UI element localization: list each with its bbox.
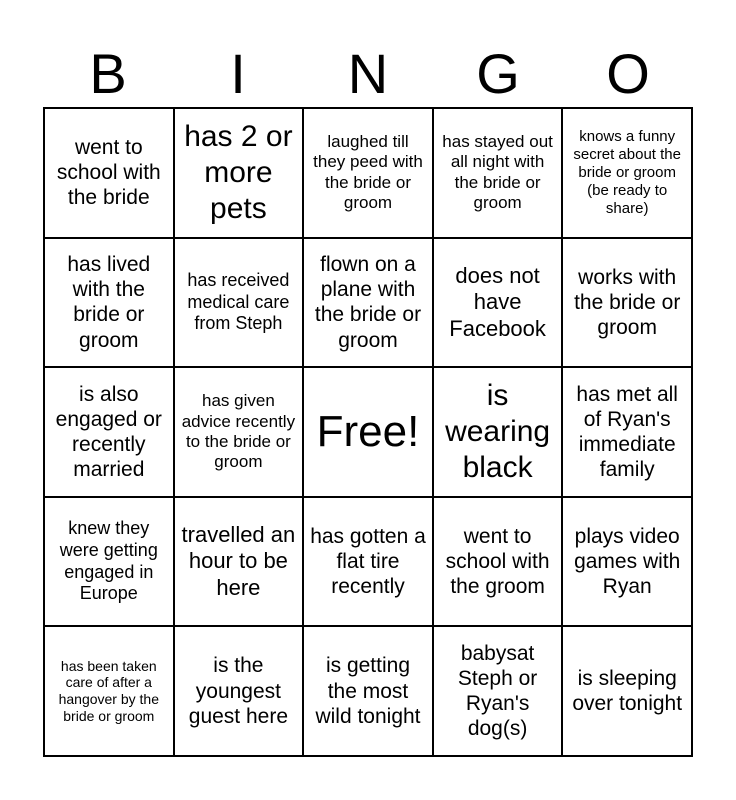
cell-text: knew they were getting engaged in Europe — [59, 518, 158, 604]
cell-text: babysat Steph or Ryan's dog(s) — [457, 641, 538, 741]
cell-text: knows a funny secret about the bride or groom (be ready to share) — [573, 127, 681, 217]
cell-text: plays video games with Ryan — [574, 524, 681, 599]
bingo-cell-r1c2[interactable] — [174, 108, 304, 238]
bingo-cell-r1c5[interactable] — [562, 108, 692, 238]
cell-text: works with the bride or groom — [574, 265, 681, 339]
header-letter-n: N — [347, 42, 389, 105]
bingo-cell-r2c1[interactable] — [44, 238, 174, 368]
bingo-cell-r4c2[interactable] — [174, 497, 304, 627]
bingo-cell-r5c5[interactable] — [562, 626, 692, 756]
bingo-cell-r3c4[interactable] — [433, 367, 563, 497]
bingo-cell-r1c4[interactable] — [433, 108, 563, 238]
cell-text: has lived with the bride or groom — [67, 253, 151, 352]
cell-text: is getting the most wild tonight — [315, 654, 421, 728]
cell-text: has received medical care from Steph — [187, 270, 290, 334]
cell-text: is sleeping over tonight — [572, 667, 683, 716]
cell-text: has given advice recently to the bride or groom — [181, 391, 296, 472]
bingo-cell-r1c1[interactable] — [44, 108, 174, 238]
bingo-cell-r2c5[interactable] — [562, 238, 692, 368]
cell-text: does not have Facebook — [449, 262, 546, 341]
cell-text: went to school with the bride — [56, 136, 161, 210]
cell-text: went to school with the groom — [445, 524, 550, 599]
bingo-cell-r4c4[interactable] — [433, 497, 563, 627]
bingo-cell-r4c5[interactable] — [562, 497, 692, 627]
bingo-cell-r4c1[interactable] — [44, 497, 174, 627]
free-space-text: Free! — [316, 406, 420, 456]
bingo-cell-r2c2[interactable] — [174, 238, 304, 368]
header-letter-i: I — [230, 42, 246, 105]
bingo-cell-r5c4[interactable] — [433, 626, 563, 756]
bingo-cell-r5c2[interactable] — [174, 626, 304, 756]
header-letter-o: O — [606, 42, 650, 105]
bingo-cell-r5c1[interactable] — [44, 626, 174, 756]
cell-text: has 2 or more pets — [184, 119, 293, 225]
bingo-board — [43, 107, 693, 757]
bingo-cell-r3c5[interactable] — [562, 367, 692, 497]
bingo-cell-r2c4[interactable] — [433, 238, 563, 368]
bingo-cell-r5c3[interactable] — [303, 626, 433, 756]
bingo-cell-free[interactable] — [303, 367, 433, 497]
header-letter-g: G — [476, 42, 520, 105]
bingo-cell-r4c3[interactable] — [303, 497, 433, 627]
cell-text: has stayed out all night with the bride or groom — [442, 132, 553, 213]
cell-text: has gotten a flat tire recently — [310, 524, 426, 599]
header-letter-b: B — [89, 42, 127, 105]
bingo-cell-r1c3[interactable] — [303, 108, 433, 238]
cell-text: flown on a plane with the bride or groom — [314, 253, 422, 352]
bingo-cell-r3c2[interactable] — [174, 367, 304, 497]
cell-text: is the youngest guest here — [188, 654, 289, 728]
cell-text: travelled an hour to be here — [181, 522, 296, 600]
cell-text: has met all of Ryan's immediate family — [576, 382, 678, 482]
cell-text: laughed till they peed with the bride or groom — [313, 132, 423, 213]
bingo-header — [43, 40, 693, 108]
bingo-cell-r3c1[interactable] — [44, 367, 174, 497]
cell-text: is wearing black — [445, 378, 551, 484]
cell-text: is also engaged or recently married — [55, 382, 162, 482]
bingo-cell-r2c3[interactable] — [303, 238, 433, 368]
cell-text: has been taken care of after a hangover by the bride or groom — [58, 657, 159, 724]
